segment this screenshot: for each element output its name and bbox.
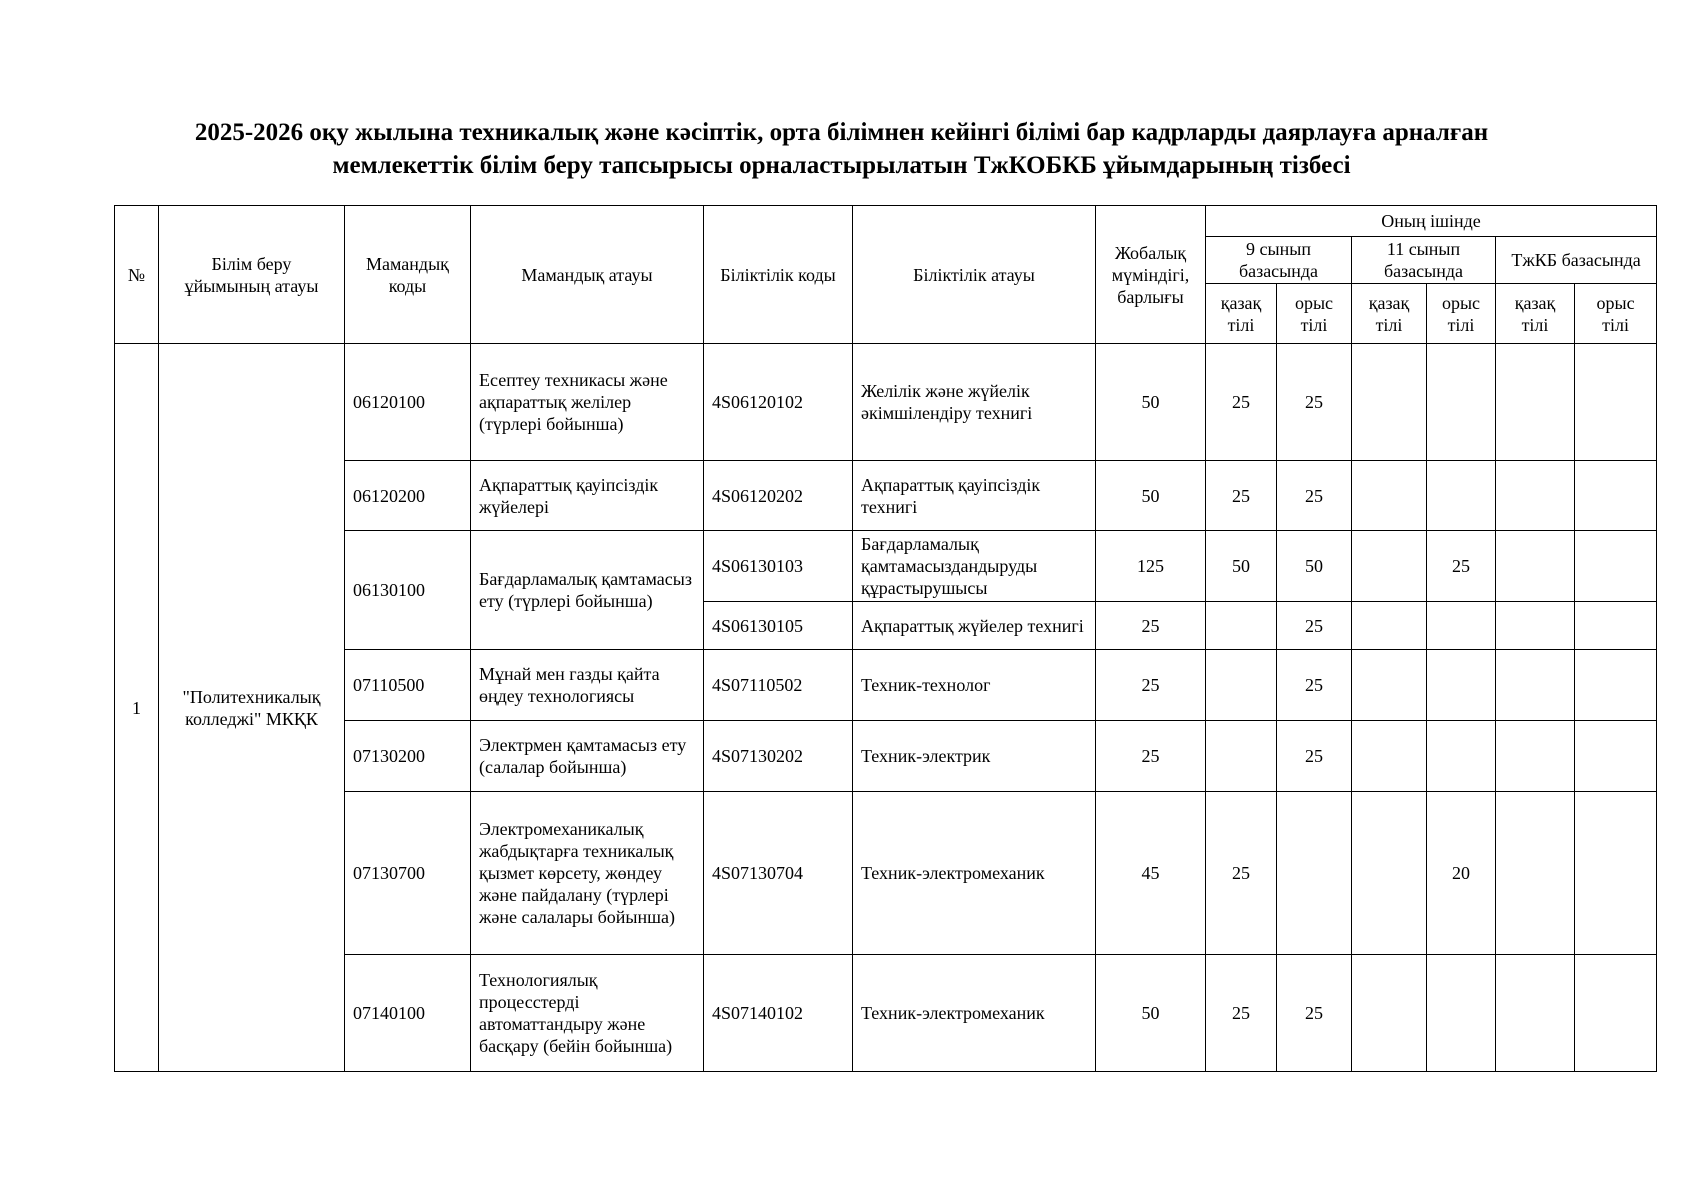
kaz-tvet-cell xyxy=(1496,344,1575,461)
kaz-9-cell: 25 xyxy=(1206,344,1277,461)
qual-code-cell: 4S07110502 xyxy=(704,650,853,721)
header-kaz-tvet: қазақ тілі xyxy=(1496,284,1575,344)
table-row xyxy=(115,531,1657,602)
kaz-tvet-cell xyxy=(1496,955,1575,1072)
table-row xyxy=(115,955,1657,1072)
spec-code-cell: 06120100 xyxy=(345,344,471,461)
kaz-tvet-cell xyxy=(1496,792,1575,955)
admission-plan-table xyxy=(114,205,1657,1072)
kaz-9-cell xyxy=(1206,650,1277,721)
rus-9-cell: 25 xyxy=(1277,344,1352,461)
qual-name-cell: Бағдарламалық қамтамасыздандыруды құрастырушысы xyxy=(853,531,1096,602)
header-num: № xyxy=(115,206,159,344)
spec-name-cell: Электрмен қамтамасыз ету (салалар бойынша) xyxy=(471,721,704,792)
document-title xyxy=(100,116,1583,182)
header-capacity: Жобалық мүміндігі, барлығы xyxy=(1096,206,1206,344)
rus-9-cell: 25 xyxy=(1277,721,1352,792)
rus-9-cell: 25 xyxy=(1277,461,1352,531)
kaz-tvet-cell xyxy=(1496,531,1575,602)
rus-11-cell xyxy=(1427,955,1496,1072)
header-kaz-11: қазақ тілі xyxy=(1352,284,1427,344)
rus-tvet-cell xyxy=(1575,721,1657,792)
rus-11-cell xyxy=(1427,602,1496,650)
capacity-total-cell: 25 xyxy=(1096,602,1206,650)
kaz-9-cell: 50 xyxy=(1206,531,1277,602)
capacity-total-cell: 25 xyxy=(1096,650,1206,721)
table-row xyxy=(115,344,1657,461)
capacity-total-cell: 25 xyxy=(1096,721,1206,792)
rus-11-cell: 25 xyxy=(1427,531,1496,602)
header-qual-name: Біліктілік атауы xyxy=(853,206,1096,344)
table-row xyxy=(115,461,1657,531)
title-line-1: 2025-2026 оқу жылына техникалық және кәсіптік, орта білімнен кейінгі білімі бар кадрларды даярлауға арналған xyxy=(194,119,1489,146)
rus-9-cell: 50 xyxy=(1277,531,1352,602)
capacity-total-cell: 50 xyxy=(1096,461,1206,531)
qual-code-cell: 4S06130105 xyxy=(704,602,853,650)
qual-name-cell: Ақпараттық жүйелер технигі xyxy=(853,602,1096,650)
kaz-tvet-cell xyxy=(1496,602,1575,650)
header-base-11: 11 сынып базасында xyxy=(1352,237,1496,284)
header-rus-tvet: орыс тілі xyxy=(1575,284,1657,344)
spec-code-cell: 06120200 xyxy=(345,461,471,531)
kaz-11-cell xyxy=(1352,721,1427,792)
spec-code-cell: 07140100 xyxy=(345,955,471,1072)
header-kaz-9: қазақ тілі xyxy=(1206,284,1277,344)
kaz-11-cell xyxy=(1352,955,1427,1072)
qual-name-cell: Техник-технолог xyxy=(853,650,1096,721)
capacity-total-cell: 125 xyxy=(1096,531,1206,602)
spec-name-cell: Есептеу техникасы және ақпараттық желілер (түрлері бойынша) xyxy=(471,344,704,461)
header-rus-11: орыс тілі xyxy=(1427,284,1496,344)
qual-name-cell: Желілік және жүйелік әкімшілендіру технигі xyxy=(853,344,1096,461)
spec-code-cell: 07110500 xyxy=(345,650,471,721)
kaz-11-cell xyxy=(1352,792,1427,955)
qual-name-cell: Ақпараттық қауіпсіздік технигі xyxy=(853,461,1096,531)
kaz-9-cell: 25 xyxy=(1206,955,1277,1072)
spec-name-cell: Ақпараттық қауіпсіздік жүйелері xyxy=(471,461,704,531)
rus-9-cell xyxy=(1277,792,1352,955)
qual-code-cell: 4S07130202 xyxy=(704,721,853,792)
header-row-1 xyxy=(115,206,1657,237)
header-spec-name: Мамандық атауы xyxy=(471,206,704,344)
kaz-9-cell xyxy=(1206,602,1277,650)
rus-tvet-cell xyxy=(1575,602,1657,650)
kaz-9-cell: 25 xyxy=(1206,461,1277,531)
rus-tvet-cell xyxy=(1575,955,1657,1072)
header-qual-code: Біліктілік коды xyxy=(704,206,853,344)
spec-name-cell: Электромеханикалық жабдықтарға техникалық қызмет көрсету, жөндеу және пайдалану (түрлері және салалары бойынша) xyxy=(471,792,704,955)
capacity-total-cell: 45 xyxy=(1096,792,1206,955)
rus-11-cell xyxy=(1427,461,1496,531)
kaz-11-cell xyxy=(1352,344,1427,461)
rus-tvet-cell xyxy=(1575,344,1657,461)
capacity-total-cell: 50 xyxy=(1096,955,1206,1072)
kaz-11-cell xyxy=(1352,602,1427,650)
qual-code-cell: 4S06120102 xyxy=(704,344,853,461)
capacity-total-cell: 50 xyxy=(1096,344,1206,461)
qual-code-cell: 4S06120202 xyxy=(704,461,853,531)
table-row xyxy=(115,721,1657,792)
header-base-tvet: ТжКБ базасында xyxy=(1496,237,1657,284)
rus-9-cell: 25 xyxy=(1277,955,1352,1072)
kaz-11-cell xyxy=(1352,461,1427,531)
qual-name-cell: Техник-электрик xyxy=(853,721,1096,792)
qual-name-cell: Техник-электромеханик xyxy=(853,792,1096,955)
rus-9-cell: 25 xyxy=(1277,650,1352,721)
kaz-tvet-cell xyxy=(1496,721,1575,792)
spec-name-cell: Технологиялық процесстерді автоматтандыру және басқару (бейін бойынша) xyxy=(471,955,704,1072)
spec-code-cell: 06130100 xyxy=(345,531,471,650)
header-rus-9: орыс тілі xyxy=(1277,284,1352,344)
header-org-name: Білім беру ұйымының атауы xyxy=(159,206,345,344)
rus-9-cell: 25 xyxy=(1277,602,1352,650)
qual-code-cell: 4S07130704 xyxy=(704,792,853,955)
spec-name-cell: Мұнай мен газды қайта өңдеу технологиясы xyxy=(471,650,704,721)
header-spec-code: Мамандық коды xyxy=(345,206,471,344)
rus-11-cell xyxy=(1427,650,1496,721)
kaz-9-cell: 25 xyxy=(1206,792,1277,955)
org-number: 1 xyxy=(115,344,159,1072)
kaz-tvet-cell xyxy=(1496,650,1575,721)
header-base-9: 9 сынып базасында xyxy=(1206,237,1352,284)
rus-tvet-cell xyxy=(1575,650,1657,721)
kaz-11-cell xyxy=(1352,650,1427,721)
rus-tvet-cell xyxy=(1575,531,1657,602)
spec-code-cell: 07130700 xyxy=(345,792,471,955)
rus-tvet-cell xyxy=(1575,461,1657,531)
qual-code-cell: 4S07140102 xyxy=(704,955,853,1072)
kaz-9-cell xyxy=(1206,721,1277,792)
kaz-11-cell xyxy=(1352,531,1427,602)
org-name: "Политехникалық колледжі" МКҚК xyxy=(159,344,345,1072)
title-line-2: мемлекеттік білім беру тапсырысы орналастырылатын ТжКОБКБ ұйымдарының тізбесі xyxy=(332,152,1351,179)
rus-11-cell xyxy=(1427,721,1496,792)
table-row xyxy=(115,792,1657,955)
spec-name-cell: Бағдарламалық қамтамасыз ету (түрлері бойынша) xyxy=(471,531,704,650)
header-including: Оның ішінде xyxy=(1206,206,1657,237)
kaz-tvet-cell xyxy=(1496,461,1575,531)
rus-tvet-cell xyxy=(1575,792,1657,955)
table-row xyxy=(115,650,1657,721)
rus-11-cell: 20 xyxy=(1427,792,1496,955)
rus-11-cell xyxy=(1427,344,1496,461)
qual-code-cell: 4S06130103 xyxy=(704,531,853,602)
spec-code-cell: 07130200 xyxy=(345,721,471,792)
qual-name-cell: Техник-электромеханик xyxy=(853,955,1096,1072)
